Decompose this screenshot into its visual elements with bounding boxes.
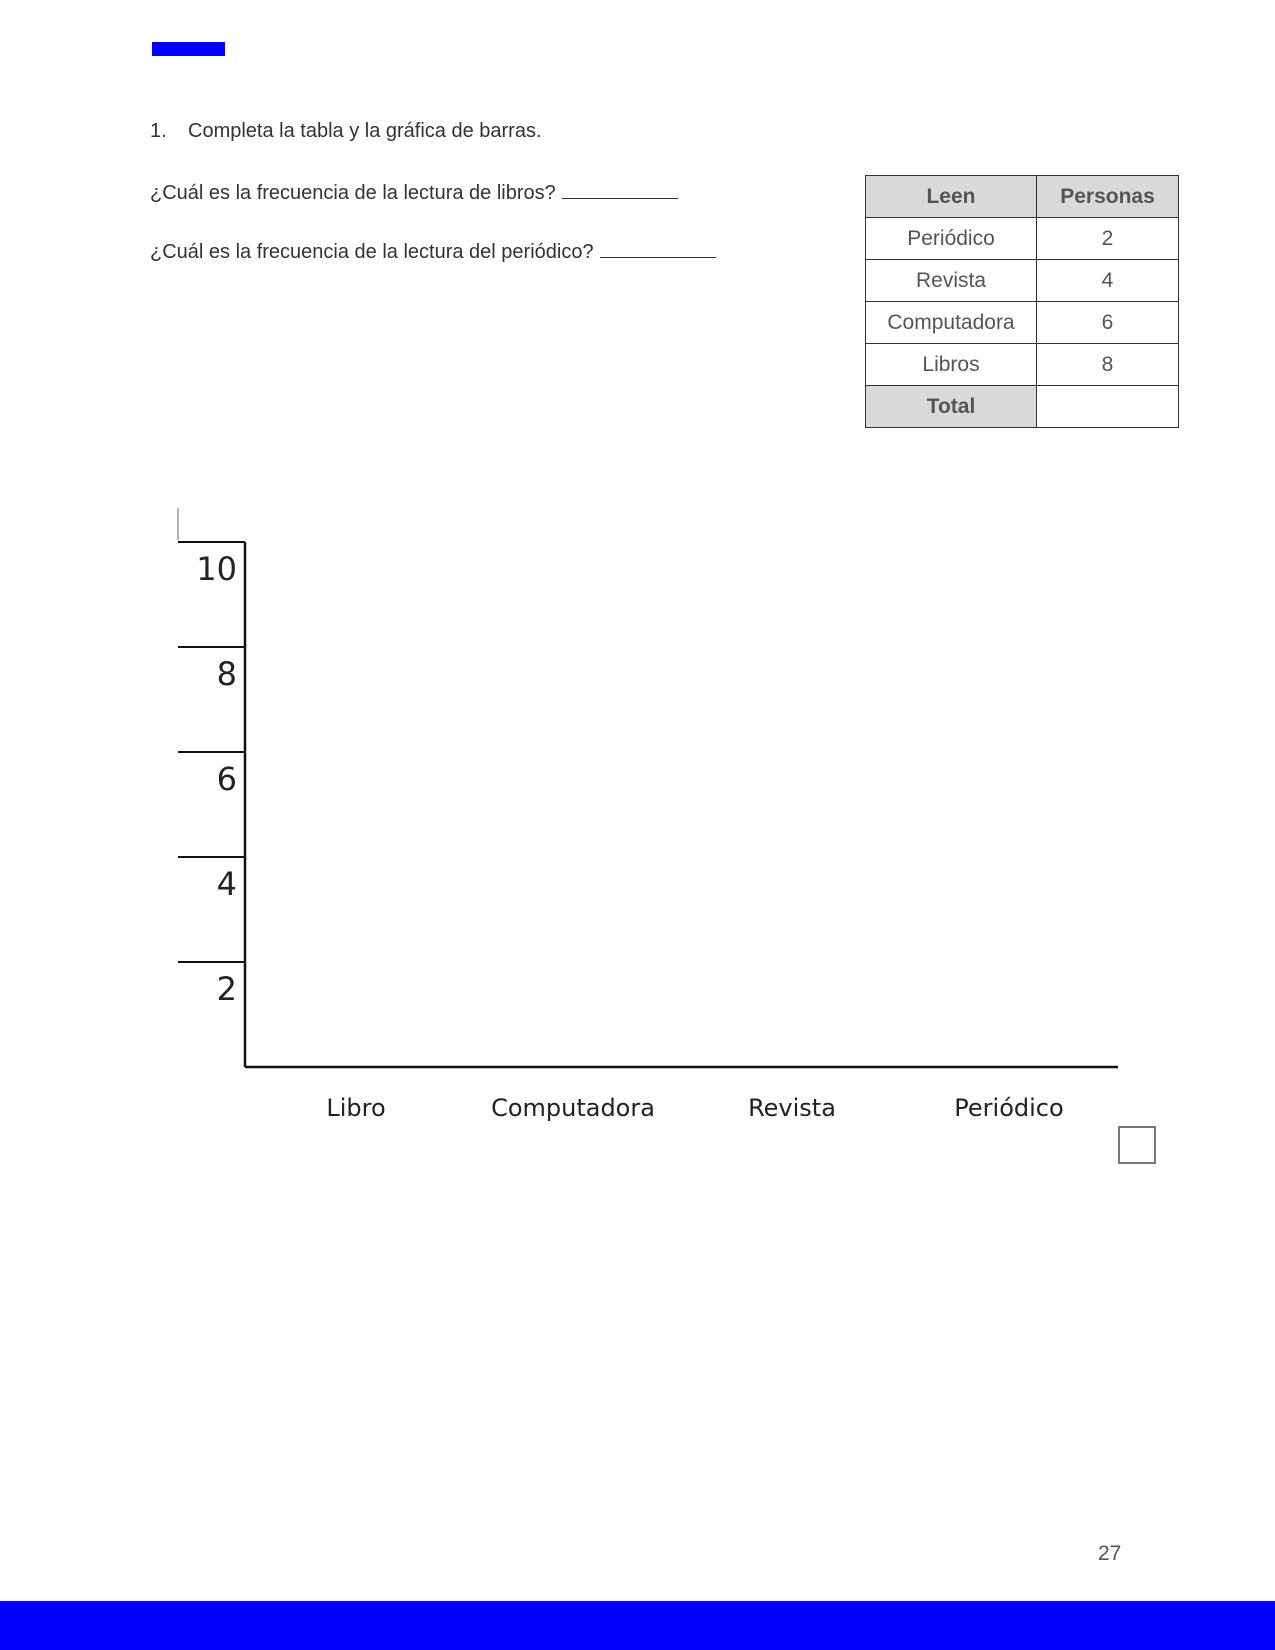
instruction-text: Completa la tabla y la gráfica de barras. — [188, 120, 542, 142]
instruction — [150, 120, 542, 143]
row-count: 6 — [1037, 302, 1179, 344]
question-newspaper-text: ¿Cuál es la frecuencia de la lectura del periódico? — [150, 241, 594, 263]
x-category-label: Computadora — [491, 1094, 655, 1122]
table-header-row — [866, 176, 1179, 218]
question-books-text: ¿Cuál es la frecuencia de la lectura de libros? — [150, 182, 556, 204]
row-item: Revista — [866, 260, 1037, 302]
table-row — [866, 302, 1179, 344]
x-category-label: Libro — [326, 1094, 386, 1122]
row-count: 8 — [1037, 344, 1179, 386]
y-tick-label: 8 — [216, 655, 237, 693]
instruction-number: 1. — [150, 120, 167, 142]
y-tick-label: 4 — [216, 865, 237, 903]
table-row — [866, 344, 1179, 386]
total-label: Total — [866, 386, 1037, 428]
question-newspaper — [150, 239, 716, 264]
header-leen: Leen — [866, 176, 1037, 218]
x-category-label: Periódico — [954, 1094, 1064, 1122]
footer-accent-bar — [0, 1601, 1275, 1650]
header-accent-bar — [152, 42, 225, 56]
x-category-label: Revista — [748, 1094, 836, 1122]
total-value-cell[interactable] — [1037, 386, 1179, 428]
answer-blank-newspaper[interactable] — [600, 239, 716, 258]
frequency-table — [865, 175, 1179, 428]
answer-blank-books[interactable] — [562, 180, 678, 199]
y-tick-label: 2 — [216, 970, 237, 1008]
table-total-row — [866, 386, 1179, 428]
page-number: 27 — [1098, 1542, 1122, 1565]
question-books — [150, 180, 678, 205]
table-row — [866, 218, 1179, 260]
header-personas: Personas — [1037, 176, 1179, 218]
row-count: 2 — [1037, 218, 1179, 260]
row-count: 4 — [1037, 260, 1179, 302]
y-tick-label: 10 — [196, 550, 237, 588]
row-item: Computadora — [866, 302, 1037, 344]
row-item: Libros — [866, 344, 1037, 386]
y-tick-label: 6 — [216, 760, 237, 798]
row-item: Periódico — [866, 218, 1037, 260]
table-row — [866, 260, 1179, 302]
answer-checkbox[interactable] — [1118, 1126, 1156, 1164]
